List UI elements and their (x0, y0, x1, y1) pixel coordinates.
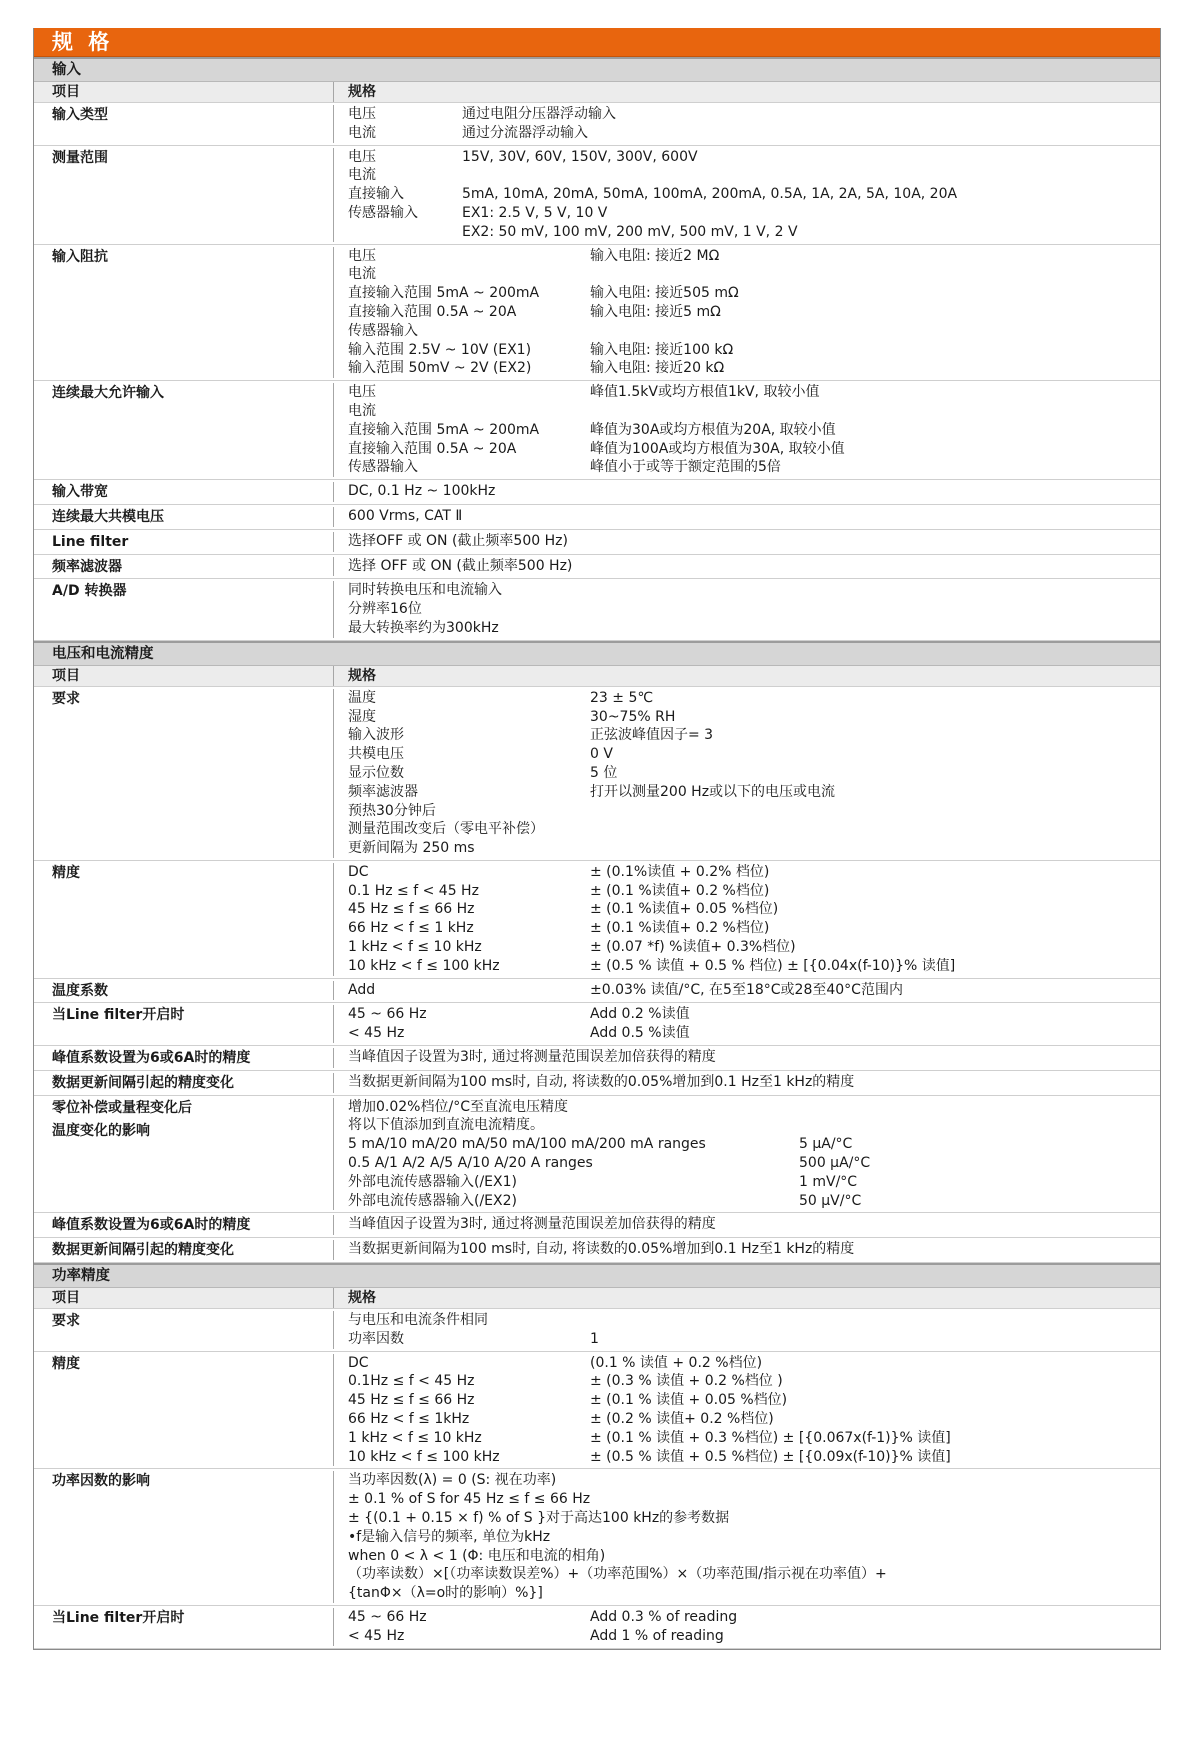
spec-line-value: ± (0.07 *f) %读值+ 0.3%档位) (590, 939, 796, 956)
spec-line (348, 600, 1160, 619)
spec-item-name (34, 1048, 334, 1068)
column-header-row (34, 1288, 1160, 1309)
spec-values (334, 1354, 1160, 1467)
spec-line-key: {tanΦ×（λ=o时的影响）%}] (348, 1585, 543, 1602)
spec-item-name (34, 507, 334, 527)
spec-line (348, 440, 1160, 459)
spec-line (348, 557, 1160, 576)
spec-line-value: 通过分流器浮动输入 (462, 124, 588, 141)
spec-line (348, 1584, 1160, 1603)
spec-line (348, 820, 1160, 839)
spec-line-key: 当数据更新间隔为100 ms时, 自动, 将读数的0.05%增加到0.1 Hz至1 kHz的精度 (348, 1073, 855, 1090)
spec-line (348, 1024, 1160, 1043)
spec-line-key: 传感器输入 (348, 322, 418, 339)
spec-line (348, 1135, 1160, 1154)
spec-line-key: 当峰值因子设置为3时, 通过将测量范围误差加倍获得的精度 (348, 1216, 716, 1233)
spec-line (348, 322, 1160, 341)
spec-line (348, 1192, 1160, 1211)
spec-line-value: 峰值为100A或均方根值为30A, 取较小值 (590, 440, 845, 457)
spec-line-value: 5 位 (590, 764, 618, 781)
spec-line-value: (0.1 % 读值 + 0.2 %档位) (590, 1354, 763, 1371)
spec-line-value: 1 mV/°C (799, 1173, 858, 1190)
spec-line-key: 直接输入范围 5mA ~ 200mA (348, 285, 540, 302)
spec-item-label: 温度系数 (52, 982, 108, 999)
spec-line-key: •f是输入信号的频率, 单位为kHz (348, 1528, 551, 1545)
spec-item-label: Line filter (52, 533, 129, 550)
spec-line (348, 1627, 1160, 1646)
spec-line (348, 421, 1160, 440)
spec-values (334, 532, 1160, 552)
spec-row (34, 687, 1160, 861)
spec-line-key: 直接输入范围 0.5A ~ 20A (348, 303, 517, 320)
column-header-spec: 规格 (348, 667, 376, 684)
spec-line-value: ± (0.2 % 读值+ 0.2 %档位) (590, 1411, 774, 1428)
spec-line (348, 341, 1160, 360)
spec-line (348, 1608, 1160, 1627)
spec-item-label: 要求 (52, 690, 80, 707)
spec-line (348, 148, 1160, 167)
spec-line-key: 当峰值因子设置为3时, 通过将测量范围误差加倍获得的精度 (348, 1049, 716, 1066)
spec-line (348, 863, 1160, 882)
spec-line-key: 输入范围 2.5V ~ 10V (EX1) (348, 341, 532, 358)
spec-line-key: 输入波形 (348, 727, 404, 744)
column-header-spec: 规格 (348, 1290, 376, 1307)
spec-values (334, 507, 1160, 527)
spec-row (34, 146, 1160, 245)
spec-item-label: 频率滤波器 (52, 558, 122, 575)
spec-line-value: ± (0.1%读值 + 0.2% 档位) (590, 863, 770, 880)
spec-line-value: 500 μA/°C (799, 1155, 871, 1172)
spec-line-key: 电流 (348, 266, 376, 283)
spec-line-key: 45 ~ 66 Hz (348, 1006, 427, 1023)
spec-row (34, 1352, 1160, 1470)
section-header-input: 输入 (34, 57, 1160, 82)
spec-line (348, 204, 1160, 223)
spec-item-label: 功率因数的影响 (52, 1473, 150, 1490)
spec-line-key: 600 Vrms, CAT Ⅱ (348, 507, 463, 524)
spec-line-key: 外部电流传感器输入(/EX1) (348, 1173, 517, 1190)
spec-values (334, 1048, 1160, 1068)
spec-line-value: 1 (590, 1330, 599, 1347)
spec-line (348, 1565, 1160, 1584)
spec-line-key: 电压 (348, 247, 376, 264)
spec-line-key: 输入范围 50mV ~ 2V (EX2) (348, 360, 532, 377)
spec-item-label: 连续最大共模电压 (52, 508, 164, 525)
spec-line-key: 选择 OFF 或 ON (截止频率500 Hz) (348, 557, 573, 574)
spec-values (334, 581, 1160, 637)
spec-line-key: 电流 (348, 167, 376, 184)
spec-row (34, 1096, 1160, 1214)
spec-line-value: 0 V (590, 746, 613, 763)
spec-line-value: 通过电阻分压器浮动输入 (462, 106, 616, 122)
spec-item-label: 输入阻抗 (52, 248, 108, 265)
column-header-item: 项目 (34, 1288, 334, 1308)
spec-line-key: （功率读数）×[（功率读数误差%）+（功率范围%）×（功率范围/指示视在功率值）+ (348, 1566, 887, 1583)
spec-line-value: 输入电阻: 接近100 kΩ (590, 341, 734, 358)
spec-item-name (34, 1073, 334, 1093)
section-header-power_accuracy: 功率精度 (34, 1263, 1160, 1288)
spec-values (334, 689, 1160, 858)
spec-values (334, 247, 1160, 379)
spec-line-key: 分辨率16位 (348, 601, 422, 618)
spec-item-name (34, 1471, 334, 1603)
spec-line-key: 选择OFF 或 ON (截止频率500 Hz) (348, 532, 568, 549)
spec-line (348, 1116, 1160, 1135)
spec-line-key: 当数据更新间隔为100 ms时, 自动, 将读数的0.05%增加到0.1 Hz至1 kHz的精度 (348, 1241, 855, 1258)
spec-item-label: 数据更新间隔引起的精度变化 (52, 1242, 234, 1259)
spec-values (334, 1073, 1160, 1093)
spec-line-value: EX1: 2.5 V, 5 V, 10 V (462, 204, 608, 221)
spec-line (348, 689, 1160, 708)
spec-line-key: 电流 (348, 402, 376, 419)
spec-line (348, 581, 1160, 600)
spec-line-key: when 0 < λ < 1 (Φ: 电压和电流的相角) (348, 1547, 606, 1564)
spec-line-key: 功率因数 (348, 1330, 404, 1347)
spec-values (334, 1215, 1160, 1235)
spec-line-value: ± (0.1 %读值+ 0.2 %档位) (590, 920, 770, 937)
spec-line-key: < 45 Hz (348, 1627, 405, 1644)
spec-line (348, 900, 1160, 919)
spec-row (34, 530, 1160, 555)
spec-line (348, 1215, 1160, 1234)
spec-item-label: 输入类型 (52, 107, 108, 123)
spec-item-label: 连续最大允许输入 (52, 385, 164, 402)
spec-line (348, 1372, 1160, 1391)
spec-line-value: ± (0.1 %读值+ 0.05 %档位) (590, 901, 779, 918)
spec-line (348, 1410, 1160, 1429)
spec-values (334, 148, 1160, 242)
spec-item-label: 精度 (52, 864, 80, 881)
spec-line-key: 更新间隔为 250 ms (348, 840, 475, 857)
spec-line (348, 802, 1160, 821)
spec-item-name (34, 689, 334, 858)
spec-line (348, 265, 1160, 284)
spec-line (348, 1240, 1160, 1259)
spec-row (34, 1469, 1160, 1606)
spec-line-value: ± (0.1 % 读值 + 0.3 %档位) ± [{0.067x(f-1)}% 读值] (590, 1429, 951, 1446)
spec-line-key: < 45 Hz (348, 1025, 405, 1042)
spec-line (348, 745, 1160, 764)
spec-row (34, 1606, 1160, 1649)
spec-row (34, 245, 1160, 382)
spec-line-key: 测量范围改变后（零电平补偿） (348, 821, 544, 838)
spec-line (348, 1391, 1160, 1410)
spec-item-label: 零位补偿或量程变化后 (52, 1099, 192, 1116)
spec-line-key: ± 0.1 % of S for 45 Hz ≤ f ≤ 66 Hz (348, 1491, 591, 1508)
spec-line-key: 45 Hz ≤ f ≤ 66 Hz (348, 901, 475, 918)
spec-line-key: 45 ~ 66 Hz (348, 1608, 427, 1625)
spec-row (34, 1238, 1160, 1263)
spec-line-value: 23 ± 5℃ (590, 689, 654, 706)
spec-item-name (34, 863, 334, 976)
spec-values (334, 1608, 1160, 1646)
spec-line-key: 频率滤波器 (348, 783, 418, 800)
spec-line-value: ± (0.5 % 读值 + 0.5 % 档位) ± [{0.04x(f-10)}% 读值] (590, 957, 956, 974)
spec-line-key: 66 Hz < f ≤ 1kHz (348, 1411, 470, 1428)
spec-row (34, 1071, 1160, 1096)
spec-line (348, 938, 1160, 957)
spec-line-key: 直接输入范围 0.5A ~ 20A (348, 440, 517, 457)
spec-line-key: 0.5 A/1 A/2 A/5 A/10 A/20 A ranges (348, 1155, 593, 1172)
spec-line (348, 1547, 1160, 1566)
spec-line (348, 764, 1160, 783)
spec-line (348, 708, 1160, 727)
spec-line-key: 1 kHz < f ≤ 10 kHz (348, 939, 482, 956)
spec-line-value: 输入电阻: 接近5 mΩ (590, 303, 721, 320)
spec-line (348, 1173, 1160, 1192)
spec-line-key: 传感器输入 (348, 204, 418, 221)
spec-line (348, 1005, 1160, 1024)
spec-values (334, 1005, 1160, 1043)
spec-item-label-2: 温度变化的影响 (52, 1123, 150, 1140)
spec-line-value: ± (0.1 % 读值 + 0.05 %档位) (590, 1392, 788, 1409)
spec-line (348, 223, 1160, 242)
spec-row (34, 979, 1160, 1004)
spec-line-key: 45 Hz ≤ f ≤ 66 Hz (348, 1392, 475, 1409)
spec-line (348, 383, 1160, 402)
spec-line (348, 303, 1160, 322)
spec-row (34, 1003, 1160, 1046)
spec-line (348, 882, 1160, 901)
spec-item-name (34, 1098, 334, 1211)
spec-line-key: 预热30分钟后 (348, 802, 436, 819)
spec-line-value: 30~75% RH (590, 708, 676, 725)
spec-line (348, 1528, 1160, 1547)
spec-line-key: 温度 (348, 689, 376, 706)
spec-item-name (34, 1311, 334, 1349)
spec-line (348, 1048, 1160, 1067)
spec-content (34, 57, 1160, 1649)
spec-item-label: 数据更新间隔引起的精度变化 (52, 1074, 234, 1091)
spec-line-key: DC, 0.1 Hz ~ 100kHz (348, 483, 496, 500)
spec-line (348, 981, 1160, 1000)
spec-line (348, 105, 1160, 124)
spec-line-value: 峰值1.5kV或均方根值1kV, 取较小值 (590, 384, 820, 401)
spec-line (348, 1448, 1160, 1467)
spec-line-value: ±0.03% 读值/°C, 在5至18°C或28至40°C范围内 (590, 981, 903, 998)
spec-line (348, 783, 1160, 802)
spec-line (348, 1311, 1160, 1330)
spec-line (348, 1098, 1160, 1117)
section-header-vi_accuracy: 电压和电流精度 (34, 641, 1160, 666)
spec-line-key: 10 kHz < f ≤ 100 kHz (348, 957, 500, 974)
spec-item-name (34, 1215, 334, 1235)
spec-line-key: 电压 (348, 148, 376, 165)
column-header-item: 项目 (34, 82, 334, 102)
spec-row (34, 555, 1160, 580)
column-header-row (34, 666, 1160, 687)
spec-line-value: 50 μV/°C (799, 1192, 862, 1209)
spec-line (348, 1154, 1160, 1173)
spec-line-key: 同时转换电压和电流输入 (348, 582, 502, 599)
spec-line-key: 电压 (348, 106, 376, 122)
spec-line-key: 传感器输入 (348, 459, 418, 476)
spec-line-value: 输入电阻: 接近2 MΩ (590, 247, 720, 264)
spec-values (334, 1471, 1160, 1603)
spec-line-value: 5mA, 10mA, 20mA, 50mA, 100mA, 200mA, 0.5A, 1A, 2A, 5A, 10A, 20A (462, 186, 958, 203)
spec-line-key (348, 223, 462, 242)
spec-line-value: EX2: 50 mV, 100 mV, 200 mV, 500 mV, 1 V, 2 V (462, 223, 798, 240)
spec-item-label: 峰值系数设置为6或6A时的精度 (52, 1217, 251, 1234)
spec-line-value: Add 0.5 %读值 (590, 1025, 690, 1042)
spec-row (34, 480, 1160, 505)
spec-item-label: 当Line filter开启时 (52, 1007, 185, 1024)
spec-row (34, 1213, 1160, 1238)
spec-item-label: 测量范围 (52, 149, 108, 166)
spec-line-key: 电流 (348, 124, 376, 141)
spec-values (334, 863, 1160, 976)
spec-item-label: 输入带宽 (52, 484, 108, 501)
spec-line-key: 将以下值添加到直流电流精度。 (348, 1117, 544, 1134)
spec-values (334, 1240, 1160, 1260)
spec-line (348, 1509, 1160, 1528)
spec-row (34, 1309, 1160, 1352)
spec-item-name (34, 532, 334, 552)
spec-line-value: ± (0.3 % 读值 + 0.2 %档位 ) (590, 1373, 783, 1390)
spec-item-name (34, 105, 334, 143)
spec-line-value: Add 0.2 %读值 (590, 1006, 690, 1023)
spec-item-name (34, 1608, 334, 1646)
spec-line-key: DC (348, 1354, 369, 1371)
spec-line (348, 1471, 1160, 1490)
spec-line (348, 458, 1160, 477)
spec-line (348, 482, 1160, 501)
spec-line (348, 1429, 1160, 1448)
spec-row (34, 861, 1160, 979)
spec-line (348, 402, 1160, 421)
spec-item-name (34, 1354, 334, 1467)
column-header-spec: 规格 (348, 84, 376, 100)
spec-line (348, 284, 1160, 303)
spec-line-key: 66 Hz < f ≤ 1 kHz (348, 920, 474, 937)
spec-line (348, 1073, 1160, 1092)
spec-line (348, 1490, 1160, 1509)
spec-row (34, 505, 1160, 530)
spec-line (348, 359, 1160, 378)
spec-line-key: 1 kHz < f ≤ 10 kHz (348, 1429, 482, 1446)
spec-line-key: Add (348, 981, 376, 998)
spec-line-value: 峰值为30A或均方根值为20A, 取较小值 (590, 421, 836, 438)
spec-item-name (34, 383, 334, 477)
spec-line (348, 124, 1160, 143)
spec-line (348, 957, 1160, 976)
spec-item-label: A/D 转换器 (52, 583, 127, 600)
spec-line (348, 507, 1160, 526)
spec-line-key: DC (348, 863, 369, 880)
spec-line-key: 与电压和电流条件相同 (348, 1312, 488, 1329)
spec-line (348, 839, 1160, 858)
spec-line-key: 当功率因数(λ) = 0 (S: 视在功率) (348, 1472, 557, 1489)
spec-sheet (33, 28, 1161, 1650)
spec-line-key: 最大转换率约为300kHz (348, 619, 499, 636)
spec-values (334, 383, 1160, 477)
spec-line (348, 619, 1160, 638)
spec-values (334, 1311, 1160, 1349)
spec-line-key: 0.1Hz ≤ f < 45 Hz (348, 1373, 475, 1390)
spec-line (348, 247, 1160, 266)
spec-line-key: 湿度 (348, 708, 376, 725)
spec-item-name (34, 1240, 334, 1260)
spec-line-key: ± {(0.1 + 0.15 × f) % of S }对于高达100 kHz的参考数据 (348, 1510, 730, 1526)
spec-line-key: 共模电压 (348, 746, 404, 763)
spec-row (34, 381, 1160, 480)
spec-line-value: 正弦波峰值因子= 3 (590, 727, 714, 744)
spec-line (348, 532, 1160, 551)
spec-item-name (34, 1005, 334, 1043)
spec-line-value: 输入电阻: 接近505 mΩ (590, 285, 739, 302)
spec-line (348, 166, 1160, 185)
spec-item-name (34, 981, 334, 1001)
spec-line-key: 0.1 Hz ≤ f < 45 Hz (348, 882, 479, 899)
spec-values (334, 981, 1160, 1001)
spec-line-key: 外部电流传感器输入(/EX2) (348, 1192, 517, 1209)
spec-row (34, 579, 1160, 640)
spec-line-value: ± (0.5 % 读值 + 0.5 %档位) ± [{0.09x(f-10)}% 读值] (590, 1448, 951, 1465)
spec-line-value: 输入电阻: 接近20 kΩ (590, 360, 725, 377)
spec-line-key: 电压 (348, 384, 376, 401)
spec-line-key: 直接输入范围 5mA ~ 200mA (348, 421, 540, 438)
spec-line (348, 1330, 1160, 1349)
spec-line-value: 5 μA/°C (799, 1136, 853, 1153)
spec-item-name (34, 557, 334, 577)
spec-line-key: 5 mA/10 mA/20 mA/50 mA/100 mA/200 mA ranges (348, 1136, 706, 1153)
spec-item-name (34, 581, 334, 637)
spec-values (334, 557, 1160, 577)
spec-line-value: 打开以测量200 Hz或以下的电压或电流 (590, 783, 836, 800)
spec-item-label: 当Line filter开启时 (52, 1609, 185, 1626)
column-header-row (34, 82, 1160, 103)
spec-item-name (34, 482, 334, 502)
spec-line-key: 直接输入 (348, 186, 404, 203)
spec-line-value: 峰值小于或等于额定范围的5倍 (590, 459, 781, 476)
spec-line-key: 增加0.02%档位/°C至直流电压精度 (348, 1098, 568, 1115)
spec-line-value: ± (0.1 %读值+ 0.2 %档位) (590, 882, 770, 899)
spec-line-value: Add 1 % of reading (590, 1627, 724, 1644)
page-title: 规 格 (34, 28, 1160, 57)
spec-line-key: 显示位数 (348, 764, 404, 781)
spec-values (334, 482, 1160, 502)
spec-values (334, 105, 1160, 143)
spec-line (348, 726, 1160, 745)
spec-item-name (34, 247, 334, 379)
spec-values (334, 1098, 1160, 1211)
spec-line-value: 15V, 30V, 60V, 150V, 300V, 600V (462, 148, 698, 165)
spec-line (348, 185, 1160, 204)
spec-item-label: 峰值系数设置为6或6A时的精度 (52, 1050, 251, 1067)
spec-item-label: 要求 (52, 1313, 80, 1330)
spec-row (34, 1046, 1160, 1071)
spec-item-label: 精度 (52, 1355, 80, 1372)
spec-line-key: 10 kHz < f ≤ 100 kHz (348, 1448, 500, 1465)
spec-line (348, 1354, 1160, 1373)
spec-item-name (34, 148, 334, 242)
spec-line (348, 919, 1160, 938)
column-header-item: 项目 (34, 666, 334, 686)
spec-line-value: Add 0.3 % of reading (590, 1608, 738, 1625)
spec-row (34, 103, 1160, 146)
